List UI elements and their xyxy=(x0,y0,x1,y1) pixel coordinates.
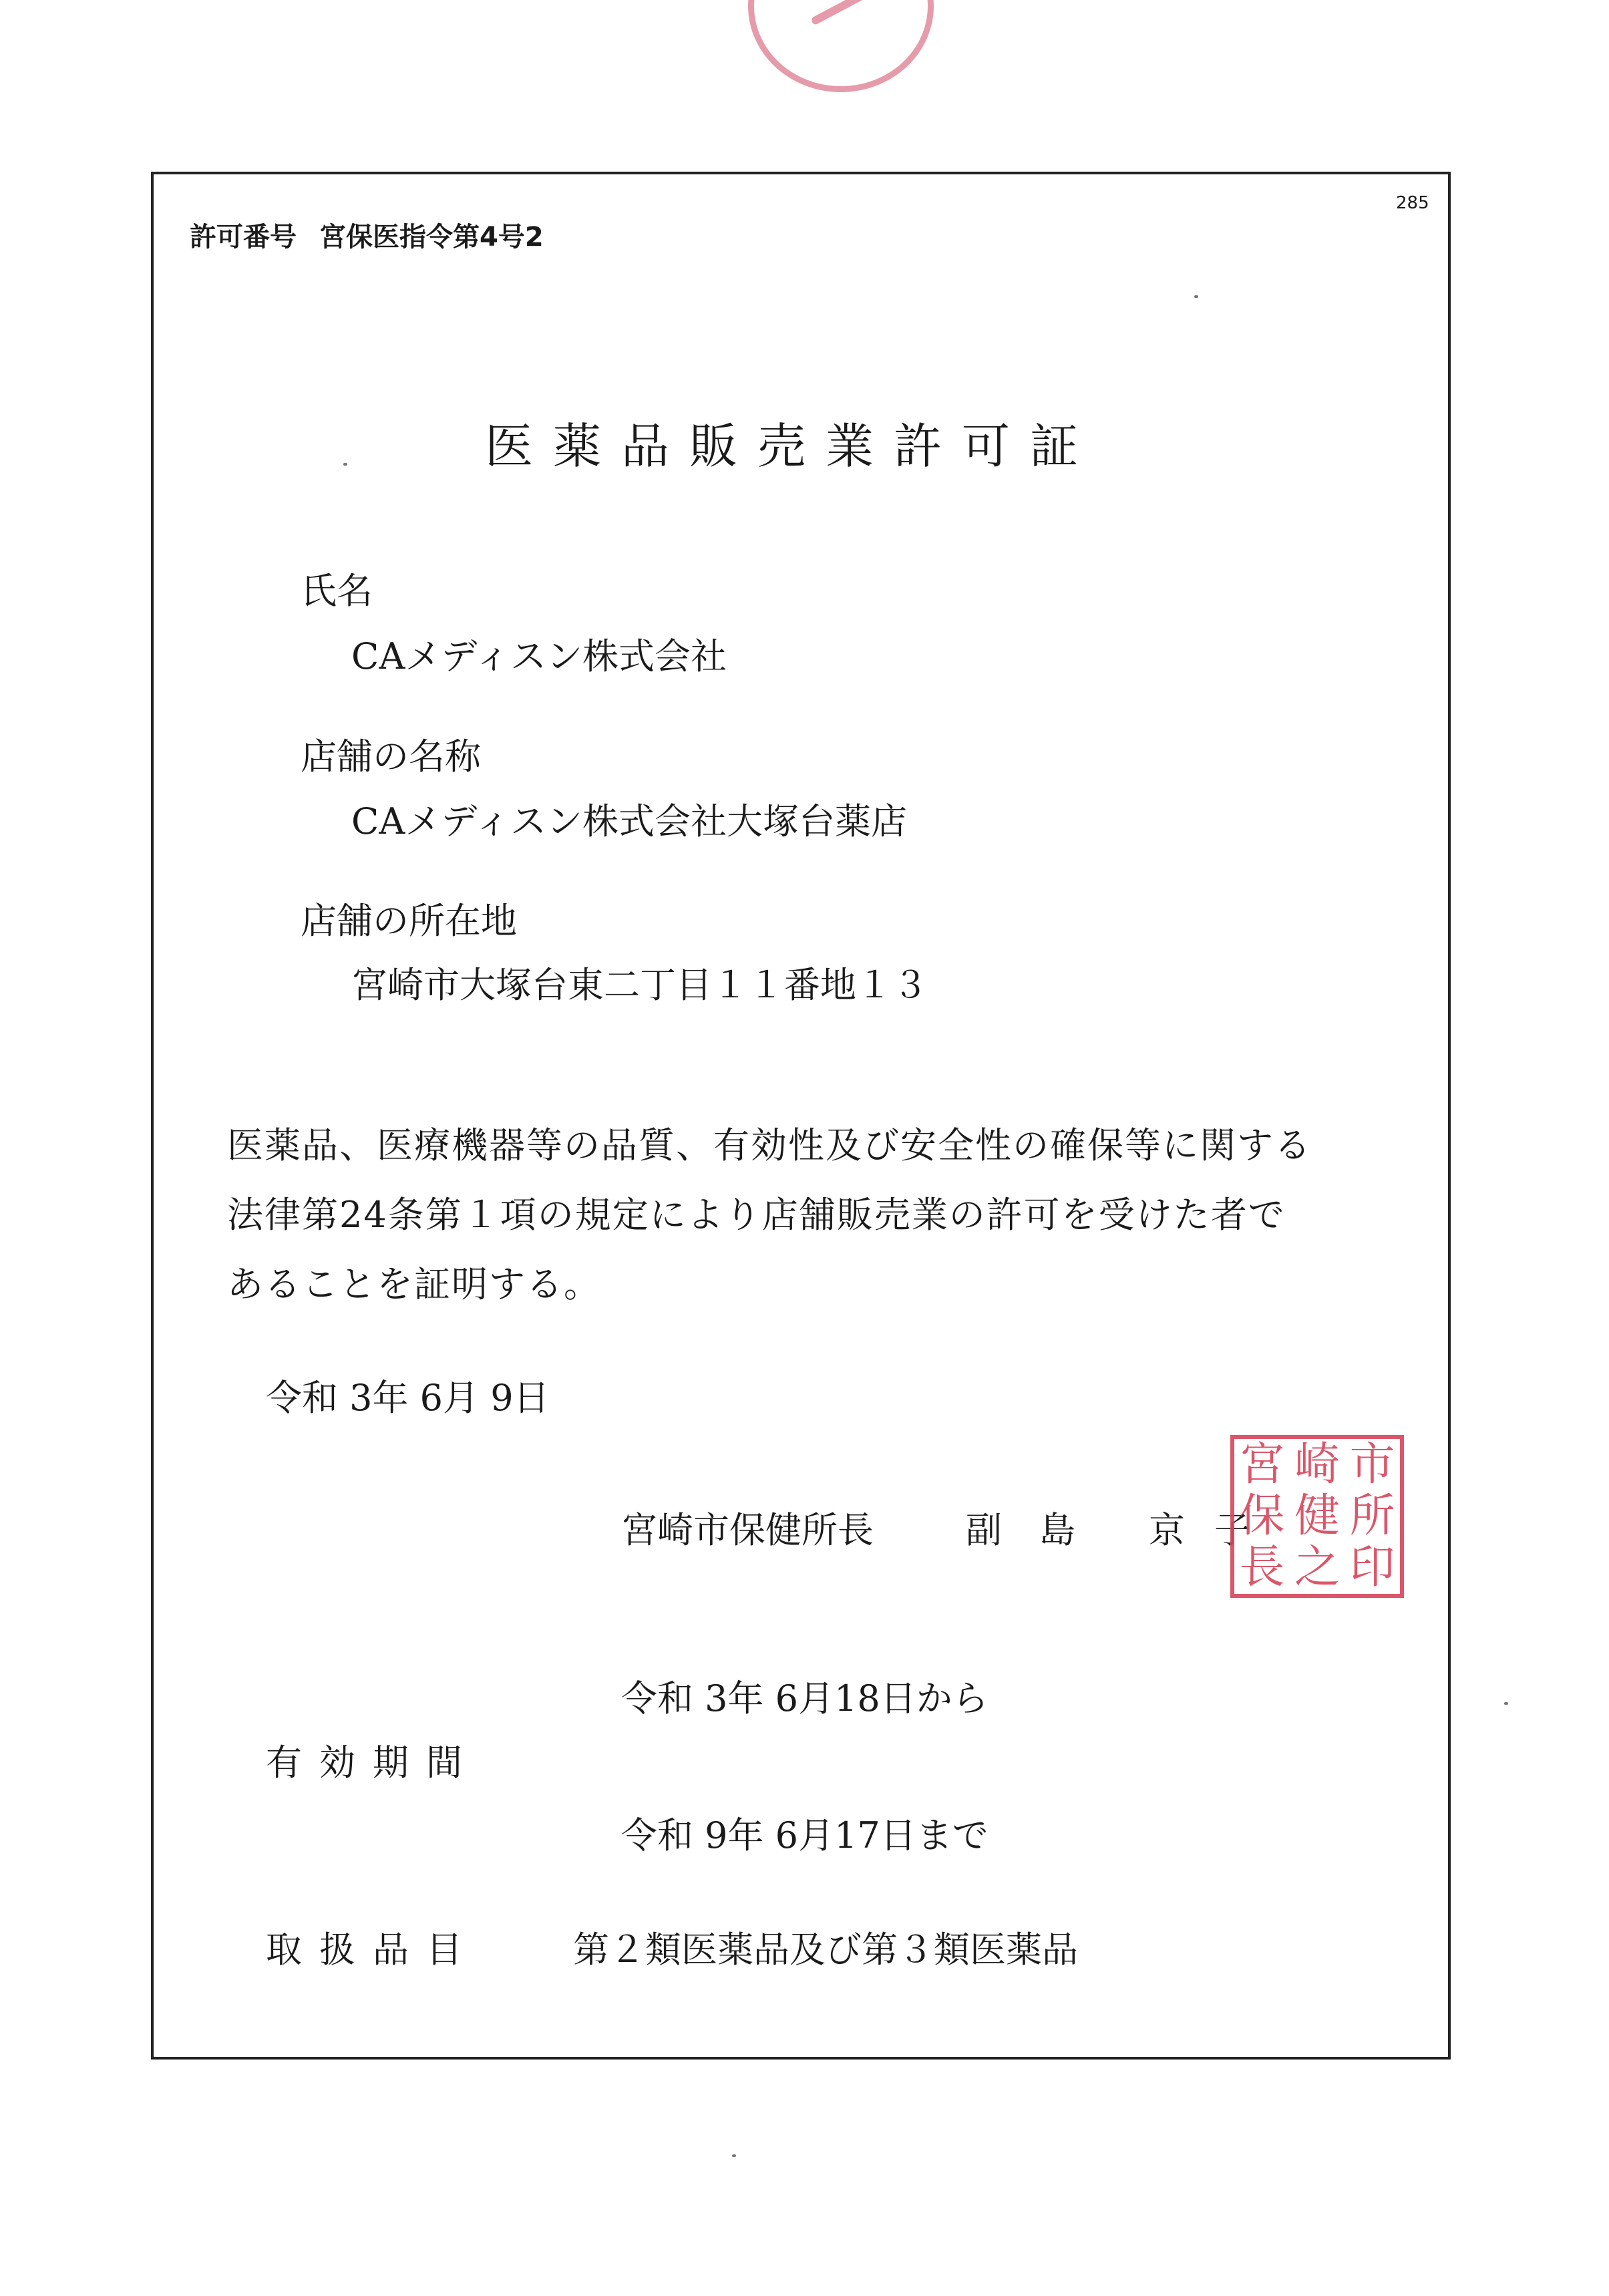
top-stamp-mark xyxy=(748,0,934,92)
scan-speck xyxy=(1504,1702,1508,1705)
certification-line-1: 医薬品、医療機器等の品質、有効性及び安全性の確保等に関する xyxy=(227,1124,1312,1166)
seal-char: 所 xyxy=(1349,1489,1395,1542)
issue-date: 令和 3年 6月 9日 xyxy=(266,1377,550,1419)
issuer-name-char-1: 副 xyxy=(966,1509,1002,1551)
items-value: 第２類医薬品及び第３類医薬品 xyxy=(573,1929,1078,1971)
scan-speck xyxy=(343,463,347,466)
issuer-name-char-4: 子 xyxy=(1214,1509,1250,1551)
name-value: CAメディスン株式会社 xyxy=(351,635,727,677)
issuer-name-char-2: 島 xyxy=(1039,1509,1075,1551)
store-name-value: CAメディスン株式会社大塚台薬店 xyxy=(351,800,907,842)
page-number: 285 xyxy=(1396,193,1429,213)
issuer-name-char-3: 京 xyxy=(1149,1509,1185,1551)
permit-number xyxy=(190,216,544,254)
seal-char: 保 xyxy=(1239,1489,1285,1542)
items-label: 取扱品目 xyxy=(266,1929,480,1971)
seal-char: 崎 xyxy=(1294,1438,1340,1491)
scan-speck xyxy=(732,2154,736,2157)
seal-char: 印 xyxy=(1349,1541,1395,1595)
seal-char: 之 xyxy=(1294,1541,1340,1595)
store-address-value: 宮崎市大塚台東二丁目１１番地１３ xyxy=(351,964,928,1006)
issuer-title: 宮崎市保健所長 xyxy=(621,1509,874,1551)
validity-start: 令和 3年 6月18日から xyxy=(621,1677,989,1719)
store-name-label: 店舗の名称 xyxy=(301,735,481,778)
validity-end: 令和 9年 6月17日まで xyxy=(621,1814,989,1856)
certificate-title: 医薬品販売業許可証 xyxy=(485,418,1099,474)
store-address-label: 店舗の所在地 xyxy=(301,900,517,942)
seal-char: 宮 xyxy=(1239,1438,1285,1491)
seal-char: 長 xyxy=(1239,1541,1285,1595)
scan-speck xyxy=(1194,295,1198,298)
seal-char: 市 xyxy=(1349,1438,1395,1491)
certification-line-3: あることを証明する。 xyxy=(227,1263,601,1305)
official-seal xyxy=(1230,1435,1404,1598)
validity-label: 有効期間 xyxy=(266,1742,480,1784)
name-label: 氏名 xyxy=(301,570,373,612)
permit-number-value: 宮保医指令第4号2 xyxy=(319,222,544,253)
seal-char: 健 xyxy=(1294,1489,1340,1542)
certification-line-2: 法律第24条第１項の規定により店舗販売業の許可を受けた者で xyxy=(227,1194,1286,1236)
permit-number-label: 許可番号 xyxy=(190,222,297,253)
